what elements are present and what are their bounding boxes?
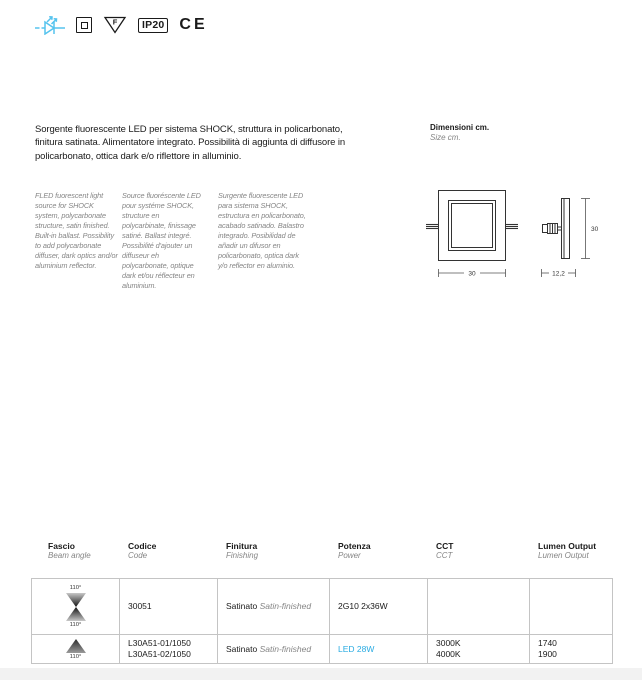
- f-mark-letter: F: [112, 17, 118, 27]
- header-finishing: Finitura Finishing: [226, 541, 259, 560]
- dimensions-subtitle: Size cm.: [430, 133, 461, 142]
- power-value: 2G10 2x36W: [338, 601, 388, 611]
- side-height-dimension: [581, 199, 590, 259]
- class-ii-insulation-icon: [76, 17, 92, 33]
- certification-icons-row: [35, 14, 208, 36]
- cct-value: 4000K: [436, 649, 461, 659]
- front-view-drawing: [426, 191, 518, 261]
- spec-table-header: [31, 541, 613, 561]
- header-cct: CCT CCT: [436, 541, 454, 560]
- side-depth-label: 12,2: [552, 270, 565, 278]
- led-diode-icon: [35, 15, 65, 35]
- header-beam-angle: Fascio Beam angle: [48, 541, 91, 560]
- description-spanish: Surgente fluorescente LED para sistema SHOCK, estructura en policarbonato, acabado satinado. Balastro integrado. Posibilidad de añadir un difusor en policarbonato, optica dark y/o reflector en aluminio.: [218, 191, 306, 270]
- row2-beam-angle: 110°: [69, 653, 82, 660]
- f-triangle-icon: [103, 15, 127, 35]
- side-connector: [543, 224, 562, 234]
- finish-sub-value: Satin-finished: [259, 601, 312, 611]
- row2-power-cell: [330, 635, 428, 663]
- front-left-tab: [426, 225, 439, 229]
- description-italian: Sorgente fluorescente LED per sistema SHOCK, struttura in policarbonato, finitura satinata. Alimentatore integrato. Possibilità di aggiunta di diffusore in policarbonato, ottica dark e/o riflettore in alluminio.: [35, 124, 346, 162]
- side-view-drawing: [543, 199, 570, 259]
- row1-power-cell: [330, 579, 428, 635]
- code-value: L30A51-02/1050: [128, 649, 191, 659]
- row1-beam-angle-top: 110°: [69, 584, 82, 591]
- header-code: Codice Code: [128, 541, 157, 560]
- finish-value: Satinato Satin-finished: [226, 643, 312, 654]
- finish-sub-value: Satin-finished: [259, 643, 312, 654]
- dimensions-label: [430, 123, 489, 143]
- dimension-drawings: [425, 182, 620, 287]
- row1-finishing-cell: [218, 579, 330, 635]
- row2-code-cell: [120, 635, 218, 663]
- cct-value: 3000K: [436, 638, 461, 648]
- row1-beam-cell: [32, 579, 120, 635]
- power-value-led: LED 28W: [338, 643, 375, 654]
- description-english: FLED fuorescent light source for SHOCK system, polycarbonate structure, satin finished. Built-in ballast. Possibility to add polycarbonate diffuser, dark optics and/or aluminium reflector.: [35, 191, 118, 270]
- code-value: L30A51-01/1050: [128, 638, 191, 648]
- side-height-label: 30: [591, 226, 599, 233]
- header-power: Potenza Power: [338, 541, 371, 560]
- finish-value: Satinato Satin-finished: [226, 601, 312, 611]
- dimensions-title: Dimensioni cm.: [430, 123, 490, 132]
- single-beam-icon: [63, 638, 89, 654]
- class-ii-inner-square: [81, 22, 88, 29]
- header-lumen-output: Lumen Output Lumen Output: [538, 541, 597, 560]
- row1-beam-angle-bottom: 110°: [69, 621, 82, 628]
- row2-lumen-cell: [530, 635, 613, 663]
- row2-finishing-cell: [218, 635, 330, 663]
- lumen-value: 1740: [538, 638, 557, 648]
- row2-beam-cell: [32, 635, 120, 663]
- code-value: 30051: [128, 601, 152, 611]
- description-french: Source fluoréscente LED pour systéme SHOCK, structure en polycarbinate, finissage satiné. Ballast integré. Possibilité d'ajouter un diffuseur eh polycarbonate, optique dark et/ou réflecteur en aluminium.: [122, 191, 201, 290]
- row2-cct-cell: [428, 635, 530, 663]
- footer-strip: [0, 668, 642, 680]
- double-beam-icon: [63, 592, 89, 622]
- row1-cct-cell: [428, 579, 530, 635]
- front-width-label: 30: [468, 270, 476, 278]
- row1-lumen-cell: [530, 579, 613, 635]
- spec-table: [31, 578, 613, 664]
- front-right-tab: [506, 225, 519, 229]
- lumen-value: 1900: [538, 649, 557, 659]
- ce-mark: CE: [179, 16, 208, 33]
- row1-code-cell: [120, 579, 218, 635]
- ip20-rating-badge: IP20: [138, 18, 168, 33]
